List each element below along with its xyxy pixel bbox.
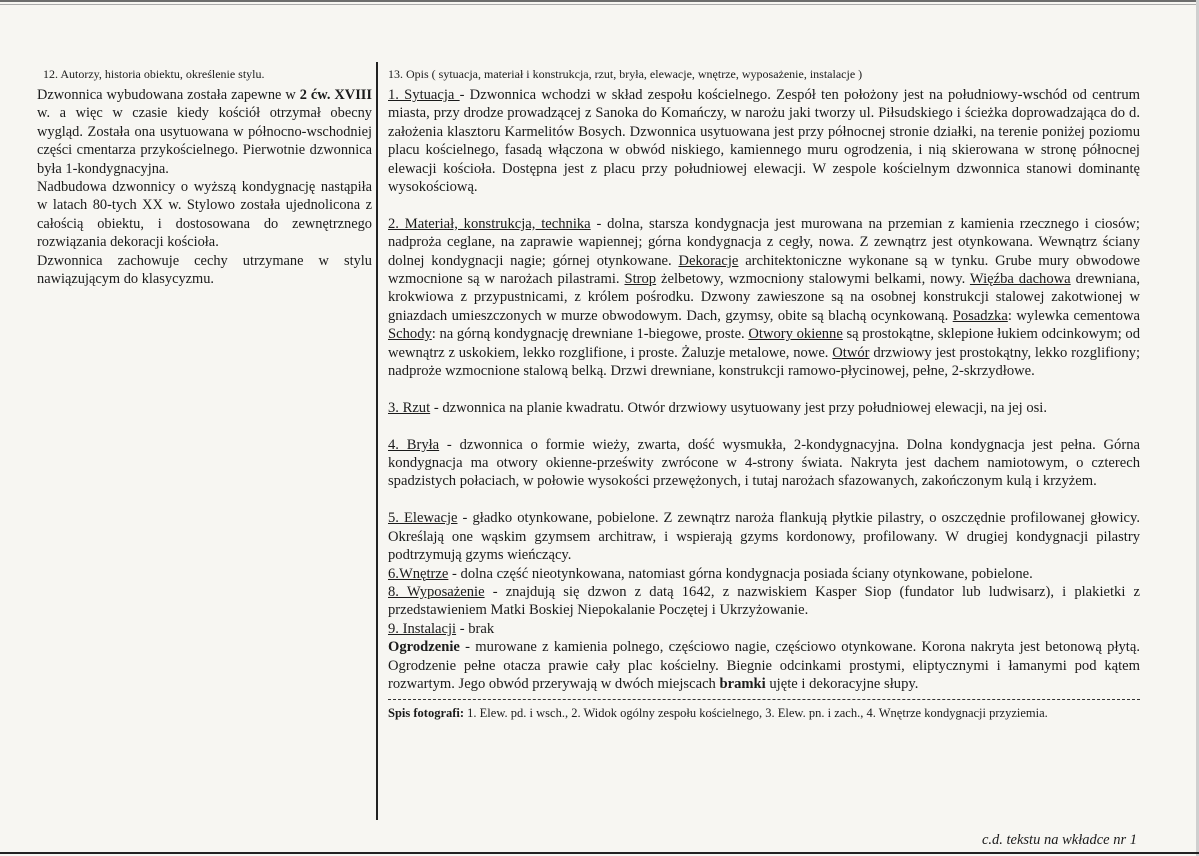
- keyword-dekoracje: Dekoracje: [678, 252, 739, 269]
- century-bold: 2 ćw. XVIII: [299, 87, 372, 103]
- section-title-plan: 3. Rzut: [388, 399, 431, 416]
- photo-list: Spis fotografi: 1. Elew. pd. i wsch., 2. Widok ogólny zespołu kościelnego, 3. Elew. pn. i zach., 4. Wnętrze kondygnacji przyziemia.: [388, 706, 1048, 721]
- section-title-elevations: 5. Elewacje: [388, 510, 458, 527]
- left-column: [37, 66, 372, 288]
- page-top-rule-secondary: [0, 4, 1199, 5]
- section-title-mass: 4. Bryła: [388, 436, 440, 453]
- column-divider: [376, 62, 378, 820]
- page-bottom-rule: [0, 852, 1199, 854]
- paragraph-gap: [388, 196, 1140, 214]
- left-section-header: 12. Autorzy, historia obiektu, określenie stylu.: [43, 67, 265, 81]
- section-furnishing: 8. Wyposażenie - znajdują się dzwon z datą 1642, z nazwiskiem Kasper Siop (fundator lub ludwisarz), i plakietki z przedstawieniem Matki Boskiej Niepokalanie Poczętej i Ukrzyżowanie.: [388, 583, 1141, 619]
- section-title-interior: 6.Wnętrze: [388, 565, 449, 582]
- section-mass: 4. Bryła - dzwonnica o formie wieży, zwarta, dość wysmukła, 2-kondygnacyjna. Dolna kondygnacja jest pełna. Górna kondygnacja ma otwory okienne-prześwity zwrócone w 4-strony świata. Nakryta jest dachem namiotowym, o czterech spadzistych połaciach, w połowie wysokości przewężonych, i tutaj narożach sfazowanych, zakończonym kulą i krzyżem.: [388, 436, 1140, 490]
- keyword-posadzka: Posadzka: [952, 307, 1008, 324]
- paragraph-gap: [388, 417, 1140, 435]
- section-title-fence: Ogrodzenie: [388, 639, 460, 656]
- dashed-separator: [388, 699, 1140, 700]
- page-top-rule: [0, 0, 1199, 2]
- section-plan: 3. Rzut - dzwonnica na planie kwadratu. Otwór drzwiowy usytuowany jest przy południowej elewacji, na jej osi.: [388, 399, 1047, 416]
- history-paragraph-3: Dzwonnica zachowuje cechy utrzymane w stylu nawiązującym do klasycyzmu.: [37, 252, 372, 288]
- keyword-otwor: Otwór: [832, 344, 870, 361]
- section-title-furnishing: 8. Wyposażenie: [388, 583, 485, 600]
- paragraph-gap: [388, 380, 1140, 398]
- keyword-wiezba: Więźba dachowa: [969, 271, 1071, 288]
- history-paragraph-2: Nadbudowa dzwonnicy o wyższą kondygnację nastąpiła w latach 80-tych XX w. Stylowo została ujednolicona z całością obiektu, i dostosowana do zewnętrznego rozwiązania dekoracji kościoła.: [37, 179, 372, 251]
- section-elevations: 5. Elewacje - gładko otynkowane, pobielone. Z zewnątrz naroża flankują płytkie pilastry, o oszczędnie profilowanej głowicy. Określają one wąskim gzymsem architraw, i wspierają gzyms kordonowy, profilowany. W drugiej kondygnacji pilastry podtrzymują gzyms wieńczący.: [388, 510, 1140, 564]
- section-installations: 9. Instalacji - brak: [388, 620, 495, 637]
- keyword-strop: Strop: [624, 271, 657, 288]
- section-material: 2. Materiał, konstrukcja, technika - dolna, starsza kondygnacja jest murowana na przemian z kamienia rzecznego i ciosów; nadproża ceglane, na zaprawie wapiennej; górna kondygnacja z cegły, nowa. Z zewnątrz jest otynkowana. Wewnątrz ściany dolnej kondygnacji nagie; górnej otynkowane. Dekoracje architektoniczne wykonane są w tynku. Grube mury obwodowe wzmocnione są w narożach pilastrami. Strop żelbetowy, wzmocniony stalowymi belkami, nowy. Więźba dachowa drewniana, krokwiowa z przypustnicami, z królem pośrodku. Dzwony zawieszone są na osobnej konstrukcji stalowej zakotwionej w gniazdach umieszczonych w murze obwodowym. Dach, gzymsy, obite są blachą ocynkowaną. Posadzka: wylewka cementowa Schody: na górną kondygnację drewniane 1-biegowe, proste. Otwory okienne są prostokątne, sklepione łukiem odcinkowym; od wewnątrz z uskokiem, lekko rozglifione, i proste. Żaluzje metalowe, nowe. Otwór drzwiowy jest prostokątny, lekko rozglifiony; nadproże wzmocnione stalową belką. Drzwi drewniane, konstrukcji ramowo-płycinowej, pełne, 2-skrzydłowe.: [388, 215, 1141, 380]
- section-title-material: 2. Materiał, konstrukcja, technika: [388, 215, 591, 232]
- paragraph-gap: [388, 491, 1140, 509]
- keyword-schody: Schody: [388, 326, 432, 343]
- history-paragraph-1: Dzwonnica wybudowana została zapewne w 2 ćw. XVIII w. a więc w czasie kiedy kościół otrzymał obecny wygląd. Została ona usytuowana w północno-wschodniej części cmentarza przykościelnego. Pierwotnie dzwonnica była 1-kondygnacyjna.: [37, 87, 372, 177]
- section-interior: 6.Wnętrze - dolna część nieotynkowana, natomiast górna kondygnacja posiada ściany otynkowane, pobielone.: [388, 565, 1033, 582]
- right-section-header: 13. Opis ( sytuacja, materiał i konstrukcja, rzut, bryła, elewacje, wnętrze, wyposażenie, instalacje ): [388, 67, 863, 81]
- keyword-bramki: bramki: [719, 675, 766, 692]
- section-title-situation: 1. Sytuacja: [388, 87, 460, 103]
- section-situation: 1. Sytuacja - Dzwonnica wchodzi w skład zespołu kościelnego. Zespół ten położony jest na południowy-wschód od centrum miasta, przy drodze prowadzącej z Sanoka do Komańczy, w narożu jaki tworzy ul. Piłsudskiego i ścieżka doprowadzająca do d. założenia klasztoru Karmelitów Bosych. Dzwonnica usytuowana jest przy północnej stronie działki, na terenie poniżej poziomu placu kościelnego, fasadą włączona w obwód niskiego, kamiennego muru ogrodzenia, i nią skierowana w stronę północnej elewacji kościoła. Dostępna jest z placu przy południowej elewacji. W zespole kościelnym dzwonnica stanowi dominantę wysokościową.: [388, 87, 1140, 196]
- section-title-installations: 9. Instalacji: [388, 620, 457, 637]
- photo-list-title: Spis fotografi:: [388, 706, 465, 721]
- right-column: [388, 66, 1140, 721]
- continuation-note: c.d. tekstu na wkładce nr 1: [981, 832, 1137, 848]
- keyword-otwory-okienne: Otwory okienne: [748, 326, 843, 343]
- section-fence: Ogrodzenie - murowane z kamienia polnego, częściowo nagie, częściowo otynkowane. Korona nakryta jest betonową płytą. Ogrodzenie pełne otacza prawie cały plac kościelny. Biegnie odcinkami prostymi, eliptycznymi i łamanymi pod kątem rozwartym. Jego obwód przerywają w dwóch miejscach bramki ujęte i dekoracyjne słupy.: [388, 639, 1140, 692]
